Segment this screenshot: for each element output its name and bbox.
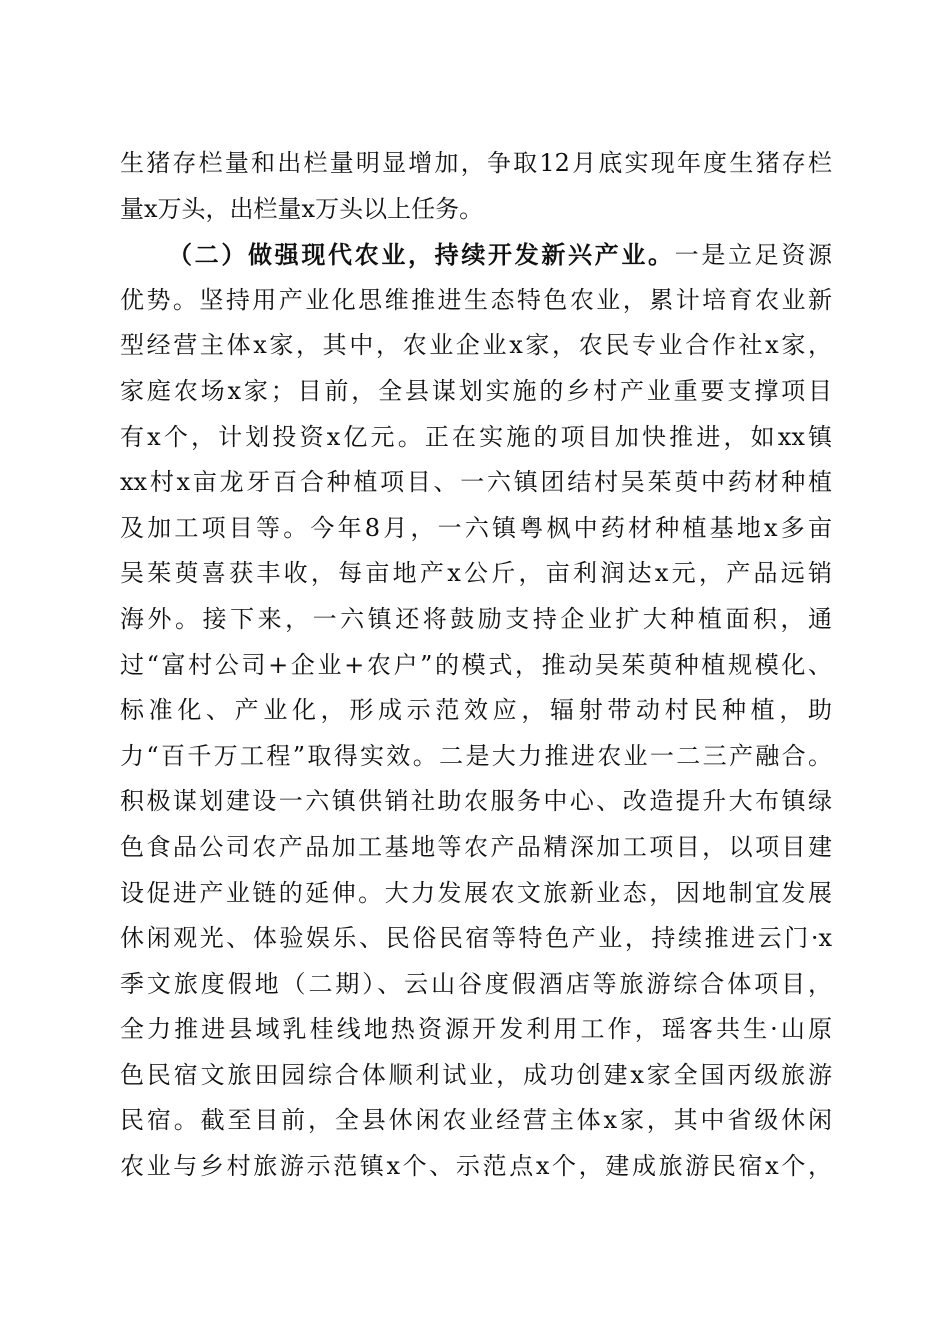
text-line-12: 过“富村公司+企业+农户”的模式，推动吴茱萸种植规模化、 xyxy=(120,650,832,679)
text-line-20: 全力推进县域乳桂线地热资源开发利用工作，瑶客共生·山原 xyxy=(120,1015,832,1044)
text-line-10: 吴茱萸喜获丰收，每亩地产x公斤，亩利润达x元，产品远销 xyxy=(120,559,832,588)
text-line-1: 生猪存栏量和出栏量明显增加，争取12月底实现年度生猪存栏 xyxy=(120,149,832,177)
section-heading: （二）做强现代农业，持续开发新兴产业。 xyxy=(168,240,675,270)
body-text xyxy=(120,141,832,1190)
text-line-4: 优势。坚持用产业化思维推进生态特色农业，累计培育农业新 xyxy=(120,285,832,314)
text-line-8: xx村x亩龙牙百合种植项目、一六镇团结村吴茱萸中药材种植 xyxy=(120,468,832,497)
text-line-7: 有x个，计划投资x亿元。正在实施的项目加快推进，如xx镇 xyxy=(120,422,832,451)
text-line-11: 海外。接下来，一六镇还将鼓励支持企业扩大种植面积，通 xyxy=(120,604,832,633)
text-line-9: 及加工项目等。今年8月，一六镇粤枫中药材种植基地x多亩 xyxy=(120,513,832,542)
text-line-19: 季文旅度假地（二期）、云山谷度假酒店等旅游综合体项目， xyxy=(120,969,832,998)
text-line-18: 休闲观光、体验娱乐、民俗民宿等特色产业，持续推进云门·x xyxy=(120,924,832,953)
heading-line xyxy=(120,232,832,278)
text-line-5: 型经营主体x家，其中，农业企业x家，农民专业合作社x家， xyxy=(120,331,832,360)
text-line-6: 家庭农场x家；目前，全县谋划实施的乡村产业重要支撑项目 xyxy=(120,376,832,405)
text-line-21: 色民宿文旅田园综合体顺利试业，成功创建x家全国丙级旅游 xyxy=(120,1060,832,1089)
text-line-13: 标准化、产业化，形成示范效应，辐射带动村民种植，助 xyxy=(120,696,832,725)
text-line-15: 积极谋划建设一六镇供销社助农服务中心、改造提升大布镇绿 xyxy=(120,787,832,816)
text-line-17: 设促进产业链的延伸。大力发展农文旅新业态，因地制宜发展 xyxy=(120,878,832,907)
text-line-23: 农业与乡村旅游示范镇x个、示范点x个，建成旅游民宿x个， xyxy=(120,1152,832,1181)
text-line-16: 色食品公司农产品加工基地等农产品精深加工项目，以项目建 xyxy=(120,832,832,861)
text-line-14: 力“百千万工程”取得实效。二是大力推进农业一二三产融合。 xyxy=(120,741,832,770)
text-line-22: 民宿。截至目前，全县休闲农业经营主体x家，其中省级休闲 xyxy=(120,1106,832,1135)
text-line-3: 一是立足资源 xyxy=(674,241,833,270)
text-line-2: 量x万头，出栏量x万头以上任务。 xyxy=(120,194,484,223)
